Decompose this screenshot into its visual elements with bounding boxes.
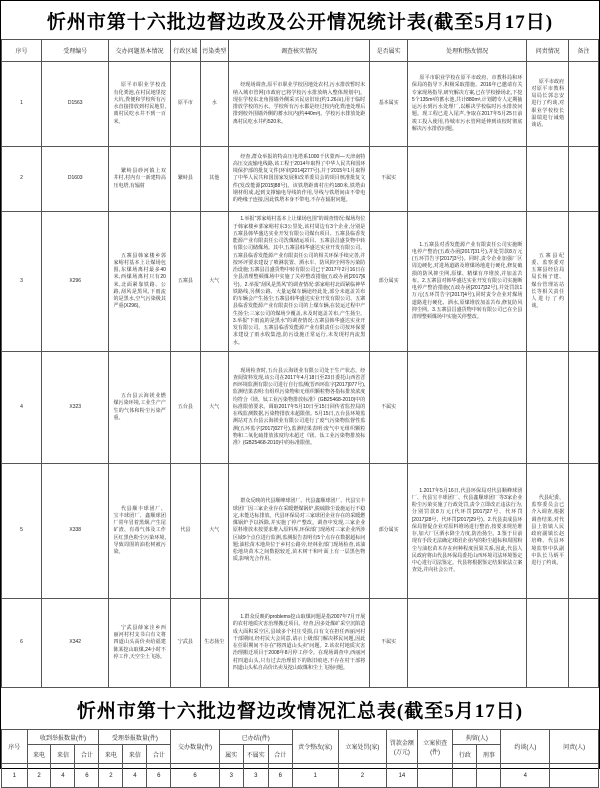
cell-problem: 代县顺丰球团厂、宝丰球团厂、鑫顺球团厂常年冒着黑烟,产生尾矿渣、有毒气体及工作区红黑色粉尘污染环境,导致周围的油松树被污染。 bbox=[109, 464, 170, 599]
col-header-accountability: 问责情况 bbox=[527, 40, 569, 62]
cell-region: 五台县 bbox=[170, 352, 200, 464]
cell-verdict: 不属实 bbox=[370, 352, 408, 464]
col-header-accountable: 问责(人) bbox=[550, 730, 599, 764]
cell-problem: 繁峙县砂河镇上双井村,村内有一新建特高压电塔,有辐射 bbox=[109, 147, 170, 212]
summary-data-row bbox=[2, 764, 599, 788]
cell-type: 水 bbox=[200, 62, 228, 147]
cell-remark bbox=[569, 464, 599, 599]
cell-remark bbox=[569, 212, 599, 352]
cell-value: 6 bbox=[147, 764, 171, 788]
cell-investigation: 经查,群众举报的特高压电塔系1000千伏蒙西—天津南特高压交流输电线路,该工程于2014年取得了中华人民共和国环境保护部的批复文件(环审[2014]277号),并于2015年1月取得了中华人民共和国国家发展和改革委员会的项目核准批复文件(发改能源[2015]88号)。该铁塔距离村庄约180米,铁塔由钢材组成,起到支撑输电导线的作用,导线与铁塔间由不带电的绝缘子连接,因此铁塔本身不带电,不存在辐射问题。 bbox=[228, 147, 370, 212]
cell-handling bbox=[407, 147, 526, 212]
cell-value bbox=[550, 764, 599, 788]
cell-verdict: 不属实 bbox=[370, 599, 408, 688]
cell-value: 6 bbox=[75, 764, 99, 788]
col-header-received: 收到举报数量(件) bbox=[27, 730, 99, 745]
cell-verdict: 部分属实 bbox=[370, 464, 408, 599]
cell-value: 1 bbox=[2, 764, 28, 788]
col-header-letter: 来信 bbox=[51, 745, 75, 764]
table-header-row bbox=[2, 40, 599, 62]
col-header-criminal: 刑事 bbox=[477, 745, 501, 764]
col-header-investigation: 调查核实情况 bbox=[228, 40, 370, 62]
cell-value: 6 bbox=[171, 764, 219, 788]
table-row bbox=[2, 599, 599, 688]
cell-remark bbox=[569, 352, 599, 464]
col-header-filed-investigation: 立案侦查(件) bbox=[417, 730, 453, 764]
cell-region: 原平市 bbox=[170, 62, 200, 147]
col-header-false: 不属实 bbox=[243, 745, 268, 764]
cell-value: 3 bbox=[243, 764, 268, 788]
page-title: 忻州市第十六批边督边改及公开情况统计表(截至5月17日) bbox=[46, 12, 554, 33]
cell-handling: 原平市职业学校在原平市政府、市教科局和环保局的指导下,积极采取措施。2016年已邀请有关专家现场指导,研究解决方案,已在学校操场北,下挖5个135m³的蓄水池,共计880m³,计划聘专人定期抽运污水到污水处理厂,以解决学校临时污水排放问题。现工程已进入尾声,争取在2017年5月25日前竣工投入使用,待城市污水管网延伸到该校时彻底解决污水排放问题。 bbox=[407, 62, 526, 147]
cell-value: 2 bbox=[338, 764, 386, 788]
cell-no: 3 bbox=[2, 212, 42, 352]
document-page bbox=[1, 1, 599, 788]
cell-id: D1603 bbox=[41, 147, 108, 212]
col-header-id: 受理编号 bbox=[41, 40, 108, 62]
cell-value: 6 bbox=[268, 764, 292, 788]
cell-value: 14 bbox=[387, 764, 418, 788]
cell-type: 生态扬尘 bbox=[200, 599, 228, 688]
cell-id: X296 bbox=[41, 212, 108, 352]
col-header-region: 行政区域 bbox=[170, 40, 200, 62]
col-header-total: 合计 bbox=[147, 745, 171, 764]
cell-remark bbox=[569, 599, 599, 688]
cell-value: 2 bbox=[27, 764, 51, 788]
cell-value: 4 bbox=[123, 764, 147, 788]
cell-value bbox=[453, 764, 477, 788]
statistics-table bbox=[1, 39, 599, 688]
cell-accountability: 原平市政府对原平市教科局局长郭志安进行了约谈,对职业学校校长温瑞进行诫勉谈话。 bbox=[527, 62, 569, 147]
cell-id: X338 bbox=[41, 464, 108, 599]
cell-remark bbox=[569, 147, 599, 212]
cell-verdict: 不属实 bbox=[370, 147, 408, 212]
cell-problem: 五寨县韩家楼乡郭家峪村基本上让煤场包围,东煤场离村最多40米,西煤场离村只有20米,北面紧靠铁路、公路,刮风是黑风,下雨流的是黑水,空气污染极其严重(X296)。 bbox=[109, 212, 170, 352]
cell-no: 6 bbox=[2, 599, 42, 688]
cell-accountability bbox=[527, 599, 569, 688]
cell-remark bbox=[569, 62, 599, 147]
cell-id: D1563 bbox=[41, 62, 108, 147]
table-row bbox=[2, 212, 599, 352]
col-header-rectify: 责令整改(家) bbox=[292, 730, 338, 764]
col-header-problem: 交办问题基本情况 bbox=[109, 40, 170, 62]
cell-value: 3 bbox=[219, 764, 243, 788]
table-row bbox=[2, 464, 599, 599]
cell-id: X323 bbox=[41, 352, 108, 464]
summary-title: 忻州市第十六批边督边改情况汇总表(截至5月17日) bbox=[76, 701, 524, 722]
summary-header-row-1 bbox=[2, 730, 599, 745]
cell-investigation: 1.举报"郭家峪村基本上让煤场包围"的调查情况:煤场均位于韩家楼乡郭家峪村东3公里处,该村周边有3个企业,分别是五寨县韩华盛达实业开发有限公司煤台项目、五寨县临香发能源产业有限责任公司洗煤储运项目、五寨县昌盛货物中转有限公司储煤场。其中,五寨县韩华盛达实业开发有限公司、五寨县临香发能源产业有限责任公司的相关环保手续完善,并按环评要求建设了喷淋装置、洒水车、防风抑尘网等污染防治设施;五寨县昌盛货物中转有限公司已于2017年2月16日在全县清理整顿煤场中实施了关停整改措施(五政办函[2017]6号)。2.举报"刮风是黑风"的调查情况:郭家峪村北面紧临神华铁路线,另侧公路、大量运煤车辆途经此处,部分未遮盖苫布的车辆会产生扬尘;五寨县韩华盛达实业开发有限公司、五寨县临香发能源产业有限责任公司的上煤车辆,在装运过程中产生扬尘;三家公司的煤场少覆盖,未及时遮盖苫布,产生扬尘。3.举报"下雨流的是黑水"的调查情况:五寨县韩华盛达实业开发有限公司、五寨县临香发能源产业有限责任公司按环保要求建设了雨水收集池,防污设施正常运行,未发现村内流黑水。 bbox=[228, 212, 370, 352]
cell-value: 4 bbox=[501, 764, 550, 788]
cell-value bbox=[477, 764, 501, 788]
cell-value: 2 bbox=[99, 764, 123, 788]
cell-id: X342 bbox=[41, 599, 108, 688]
col-header-verdict: 是否属实 bbox=[370, 40, 408, 62]
cell-type: 大气 bbox=[200, 352, 228, 464]
cell-value bbox=[417, 764, 453, 788]
cell-region: 繁峙县 bbox=[170, 147, 200, 212]
col-header-remark: 备注 bbox=[569, 40, 599, 62]
cell-investigation: 现场检查时,五台县云海镁业有限公司处于生产状态。经查阅资料发现,该公司在2017年4月18日至23日委托山西省晋西环境监测有限公司进行自行监测(晋西环监字[2017]077号),监测结果表明:有组织污染物和无组织颗粒物各指标排放浓度均符合《镁、钛工业污染物排放标准》(GB25468-2010)中的标准限值要求。调取2017年5月10日至15日回传省监控局的在线监测数据,污染物排放未超限值。5月15日,五台县环境监测站对五台县云海镁业有限公司进行了废气污染物监督性监测(五环监字[2017]027号),监测结果表明:废气中无组织颗粒物和二氧化硫排放浓度均未超过《镁、钛工业污染物排放标准》(GB25468-2010)中的标准限值。 bbox=[228, 352, 370, 464]
col-header-letter: 来信 bbox=[123, 745, 147, 764]
summary-table bbox=[1, 729, 599, 788]
cell-region: 代县 bbox=[170, 464, 200, 599]
cell-region: 五寨县 bbox=[170, 212, 200, 352]
col-header-call: 来电 bbox=[99, 745, 123, 764]
col-header-fine: 罚款金额(万元) bbox=[387, 730, 418, 764]
col-header-total: 合计 bbox=[268, 745, 292, 764]
cell-handling: 1.五寨县对香发能源产业有限责任公司实施断电停产整治(五政办函[2017]31号),并处罚款8万元(五环罚告字[2017]3号)。同时,责令企业加强厂区周边硬化,对进场道路及堆煤场地进行硬化,修复破损的防风抑尘网,原煤、精煤有序堆放,并加盖苫布。2.五寨县对韩华盛达实业开发有限公司实施断电停产整治措施(五政办函[2017]32号),并处罚款1万元(五环罚告字[2017]4号),同时责令企业对煤场道路进行硬化、洒水,原煤堆放加盖苫布,修复防风抑尘网。3.五寨县昌盛货物中转有限公司已在全县清理整顿煤场中实施关停整改。 bbox=[407, 212, 526, 352]
col-header-total: 合计 bbox=[75, 745, 99, 764]
cell-value: 4 bbox=[51, 764, 75, 788]
cell-handling: 1.2017年5月16日,代县环保局对代县顺峰球团厂、代县宝丰球团厂、代县鑫顺球团厂等3家企业粉尘污染实施了行政处罚,责令立即改正违法行为,分别罚款8万元(代环罚[2017]27号、代环罚[2017]28号、代环罚[2017]29号)。2.代县责成县环保局督促企业对原料堆场进行整治,按要求规范堆存,加大厂区洒水降尘力度,防治扬尘。3.鉴于目前现有手段无法确定球团企业内的粉尘超标和周围粉尘与油松苗木存在何种程度因果关系,因此,代县人民政府将由代县环保局委托山西环境司法环境鉴定中心进行司法鉴定。代县将根据鉴定结果依法立案查处,并向社会公开。 bbox=[407, 464, 526, 599]
col-header-true: 属实 bbox=[219, 745, 243, 764]
cell-region: 宁武县 bbox=[170, 599, 200, 688]
table-row bbox=[2, 352, 599, 464]
cell-accountability bbox=[527, 147, 569, 212]
cell-investigation: 1.群众反映的problems挖山取煤问题是指2007年7月开展的农村地质灾害治理搬迁项目。经查,因多处煤矿采空沉陷造成大面积采空区,县域多个村庄受损,白有文在担任西丽河村干部期间,经村民大会同意,请示上级部门解决移民问题,因此在任职期间不存在"将四道山头卖"问题。2.该农村地质灾害治理搬迁项目于2008年8月停工停令。在现场调查中,西丽河村四道山头,只有过去治理留下的陈旧痕迹,不存在村干部将四道山头私自高价出卖及挖山取煤和尘土飞扬问题。 bbox=[228, 599, 370, 688]
col-header-detention: 拘留(人) bbox=[453, 730, 501, 745]
col-header-handling: 处理和整改情况 bbox=[407, 40, 526, 62]
cell-verdict: 部分属实 bbox=[370, 212, 408, 352]
cell-no: 1 bbox=[2, 62, 42, 147]
col-header-accepted: 受理举报数量(件) bbox=[99, 730, 171, 745]
cell-investigation: 群众反映的代县顺峰球团厂、代县鑫顺球团厂、代县宝丰球团厂因三家企业存在采暖燃煤锅炉,脱硫除尘设施运行不稳定,未能达标排放。代县环保局对三家球团企业存在的采暖燃煤锅炉予以拆除,并实施了停产整改。调查中发现,三家企业原料堆放未按要求堆入原料库,环保部门现场对三家企业所涉区域9个点位进行监测,监测报告表明有5个点存在数据超标问题;油松苗木地块位于乡村公路旁,经林业部门现场检查,该油松地块苗木之间数据较近,苗木树干和叶面上有一层黑色物质,影响光合作用。 bbox=[228, 464, 370, 599]
col-header-no: 序号 bbox=[2, 730, 28, 764]
col-header-filed-penalty: 立案处罚(家) bbox=[338, 730, 386, 764]
cell-type: 大气 bbox=[200, 464, 228, 599]
cell-investigation: 经现场调查,原平市职业学校因地处农村,污水排放暂时未纳入城市管网(市政府已将学校污水排放纳入整体规划中)。现在学校东北角围墙外侧采买民房旧址(约1.26亩),用于临时排放学校的污水。学校所有污水都是经过校内化粪池处理后排到校外围墙外侧的蓄水坑内(约440m³)。学校污水排放处距离村民吃水井约520米。 bbox=[228, 62, 370, 147]
cell-verdict: 基本属实 bbox=[370, 62, 408, 147]
cell-no: 5 bbox=[2, 464, 42, 599]
cell-accountability: 五寨县纪委、监察委对五寨县经信局局长杨子建、煤台管理站站长等相关责任人进行了约谈。 bbox=[527, 212, 569, 352]
col-header-assigned: 交办数量(件) bbox=[171, 730, 219, 764]
cell-no: 2 bbox=[2, 147, 42, 212]
cell-accountability: 代县纪委、监察委员会已介入调查,根据调查结果,对代县上馆镇人民政府副镇长赵培峰、代县环境监察中队副中队长马炳平进行了约谈。 bbox=[527, 464, 569, 599]
table-row bbox=[2, 62, 599, 147]
col-header-admin: 行政 bbox=[453, 745, 477, 764]
cell-value: 1 bbox=[292, 764, 338, 788]
col-header-interviewed: 约谈(人) bbox=[501, 730, 550, 764]
cell-handling bbox=[407, 599, 526, 688]
cell-type: 大气 bbox=[200, 212, 228, 352]
col-header-no: 序号 bbox=[2, 40, 42, 62]
cell-problem: 原平市职业学校没有化粪池,在村民地里挖大坑,粪便和学校所有污水直接排放到村民地里,离村民吃水井不到一百米。 bbox=[109, 62, 170, 147]
cell-type: 其他 bbox=[200, 147, 228, 212]
col-header-type: 污染类型 bbox=[200, 40, 228, 62]
cell-accountability bbox=[527, 352, 569, 464]
cell-problem: 宁武县薛家洼乡西丽河村村支书白有文将四道山头高价卖给福建陈某挖山取煤,24小时不停工作,天空尘土飞扬。 bbox=[109, 599, 170, 688]
cell-no: 4 bbox=[2, 352, 42, 464]
col-header-closed: 已办结(件) bbox=[219, 730, 292, 745]
col-header-call: 来电 bbox=[27, 745, 51, 764]
cell-problem: 五台县云海镁业燃煤污染环境,工业生产产生的气体和粉尘污染严重。 bbox=[109, 352, 170, 464]
cell-handling bbox=[407, 352, 526, 464]
table-row bbox=[2, 147, 599, 212]
